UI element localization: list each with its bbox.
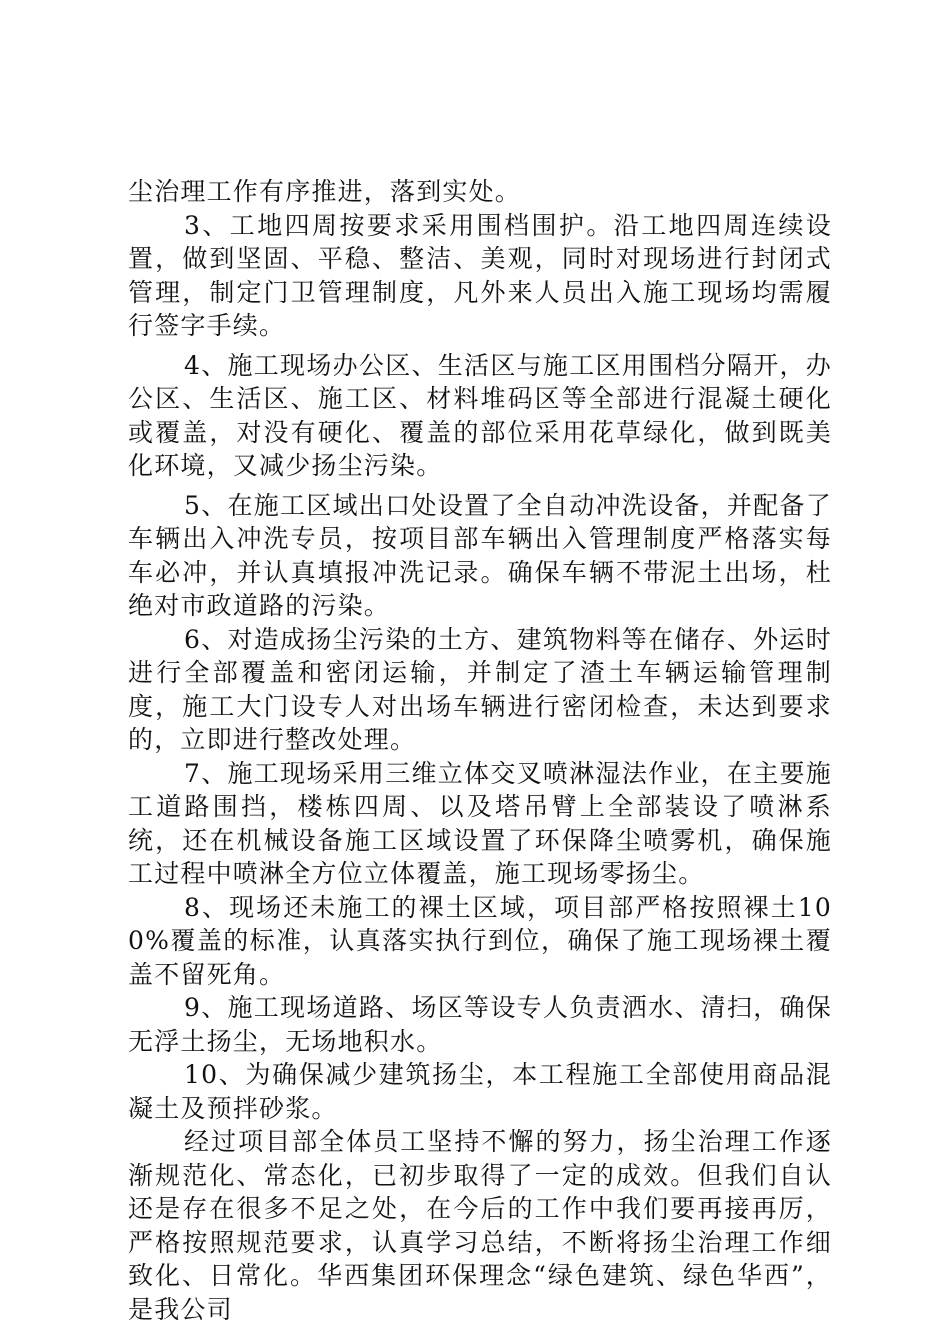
paragraph-item-3: 3、工地四周按要求采用围档围护。沿工地四周连续设置，做到坚固、平稳、整洁、美观，同时对现场进行封闭式管理，制定门卫管理制度，凡外来人员出入施工现场均需履行签字手续。 [128,210,832,340]
paragraph-item-4: 4、施工现场办公区、生活区与施工区用围档分隔开，办公区、生活区、施工区、材料堆码区等全部进行混凝土硬化或覆盖，对没有硬化、覆盖的部位采用花草绿化，做到既美化环境，又减少扬尘污染。 [128,350,832,480]
paragraph-item-7: 7、施工现场采用三维立体交叉喷淋湿法作业，在主要施工道路围挡，楼栋四周、以及塔吊臂上全部装设了喷淋系统，还在机械设备施工区域设置了环保降尘喷雾机，确保施工过程中喷淋全方位立体覆盖，施工现场零扬尘。 [128,758,832,888]
document-body [128,175,832,1326]
paragraph-item-6: 6、对造成扬尘污染的土方、建筑物料等在储存、外运时进行全部覆盖和密闭运输，并制定了渣土车辆运输管理制度，施工大门设专人对出场车辆进行密闭检查，未达到要求的，立即进行整改处理。 [128,624,832,754]
paragraph-conclusion: 经过项目部全体员工坚持不懈的努力，扬尘治理工作逐渐规范化、常态化，已初步取得了一定的成效。但我们自认还是存在很多不足之处，在今后的工作中我们要再接再厉，严格按照规范要求，认真学习总结，不断将扬尘治理工作细致化、日常化。华西集团环保理念“绿色建筑、绿色华西”，是我公司 [128,1127,832,1324]
paragraph-item-10: 10、为确保减少建筑扬尘，本工程施工全部使用商品混凝土及预拌砂浆。 [128,1060,832,1123]
paragraph-item-5: 5、在施工区域出口处设置了全自动冲洗设备，并配备了车辆出入冲洗专员，按项目部车辆出入管理制度严格落实每车必冲，并认真填报冲洗记录。确保车辆不带泥土出场，杜绝对市政道路的污染。 [128,490,832,620]
paragraph-item-9: 9、施工现场道路、场区等设专人负责洒水、清扫，确保无浮土扬尘，无场地积水。 [128,993,832,1056]
paragraph-item-8: 8、现场还未施工的裸土区域，项目部严格按照裸土100%覆盖的标准，认真落实执行到位，确保了施工现场裸土覆盖不留死角。 [128,892,832,989]
paragraph-continuation: 尘治理工作有序推进，落到实处。 [128,177,522,206]
